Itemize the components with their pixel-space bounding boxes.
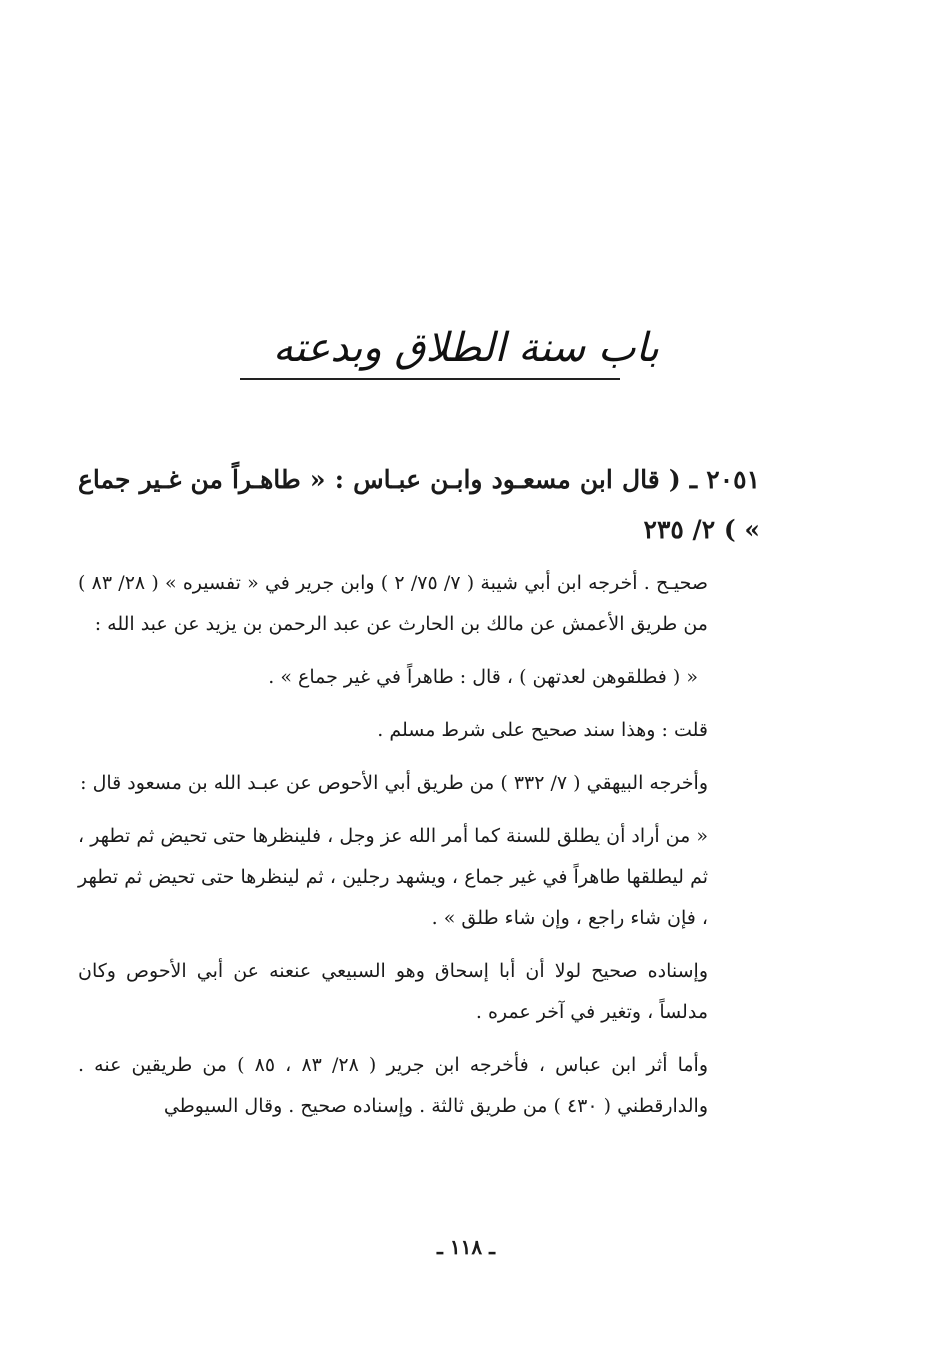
quoted-narration: « ( فطلقوهن لعدتهن ) ، قال : طاهراً في غير جماع » .	[268, 666, 698, 688]
isnad-comment: وإسناده صحيح لولا أن أبا إسحاق وهو السبيعي عنعنه عن أبي الأحوص وكان مدلساً ، وتغير في آخر عمره .	[78, 960, 708, 1023]
ibn-abbas-paragraph: وأما أثر ابن عباس ، فأخرجه ابن جرير ( ٢٨/ ٨٣ ، ٨٥ ) من طريقين عنه . والدارقطني ( ٤٣٠ ) من طريق ثالثة . وإسناده صحيح . وقال السيوطي	[78, 1054, 709, 1117]
takhrij-text: . أخرجه ابن أبي شيبة ( ٧/ ٧٥/ ٢ ) وابن جرير في « تفسيره » ( ٢٨/ ٨٣ ) من طريق الأعمش عن مالك بن الحارث عن عبد الرحمن بن يزيد عن عبد الله :	[78, 572, 708, 635]
bayhaqi-paragraph: وأخرجه البيهقي ( ٧/ ٣٣٢ ) من طريق أبي الأحوص عن عبـد الله بن مسعود قال :	[80, 772, 708, 794]
grading-word: صحيـح	[656, 572, 708, 594]
page-number: ـ ١١٨ ـ	[437, 1235, 495, 1259]
takhrij-paragraph	[78, 563, 760, 645]
title-flourish	[240, 378, 620, 380]
chapter-title: باب سنة الطلاق وبدعته	[273, 325, 659, 371]
ibn-masud-narration: « من أراد أن يطلق للسنة كما أمر الله عز وجل ، فلينظرها حتى تحيض ثم تطهر ، ثم ليطلقها طاهراً في غير جماع ، ويشهد رجلين ، ثم لينظرها حتى تحيض ثم تطهر ، فإن شاء راجع ، وإن شاء طلق » .	[78, 825, 708, 929]
page-content	[78, 455, 760, 1139]
hadith-heading	[78, 455, 760, 555]
hadith-number: ٢٠٥١	[706, 465, 760, 494]
hadith-text: ـ ( قال ابن مسعـود وابـن عبـاس : « طاهـراً من غـير جماع » ) ٢/ ٢٣٥	[78, 465, 760, 544]
author-comment: قلت : وهذا سند صحيح على شرط مسلم .	[377, 719, 708, 741]
